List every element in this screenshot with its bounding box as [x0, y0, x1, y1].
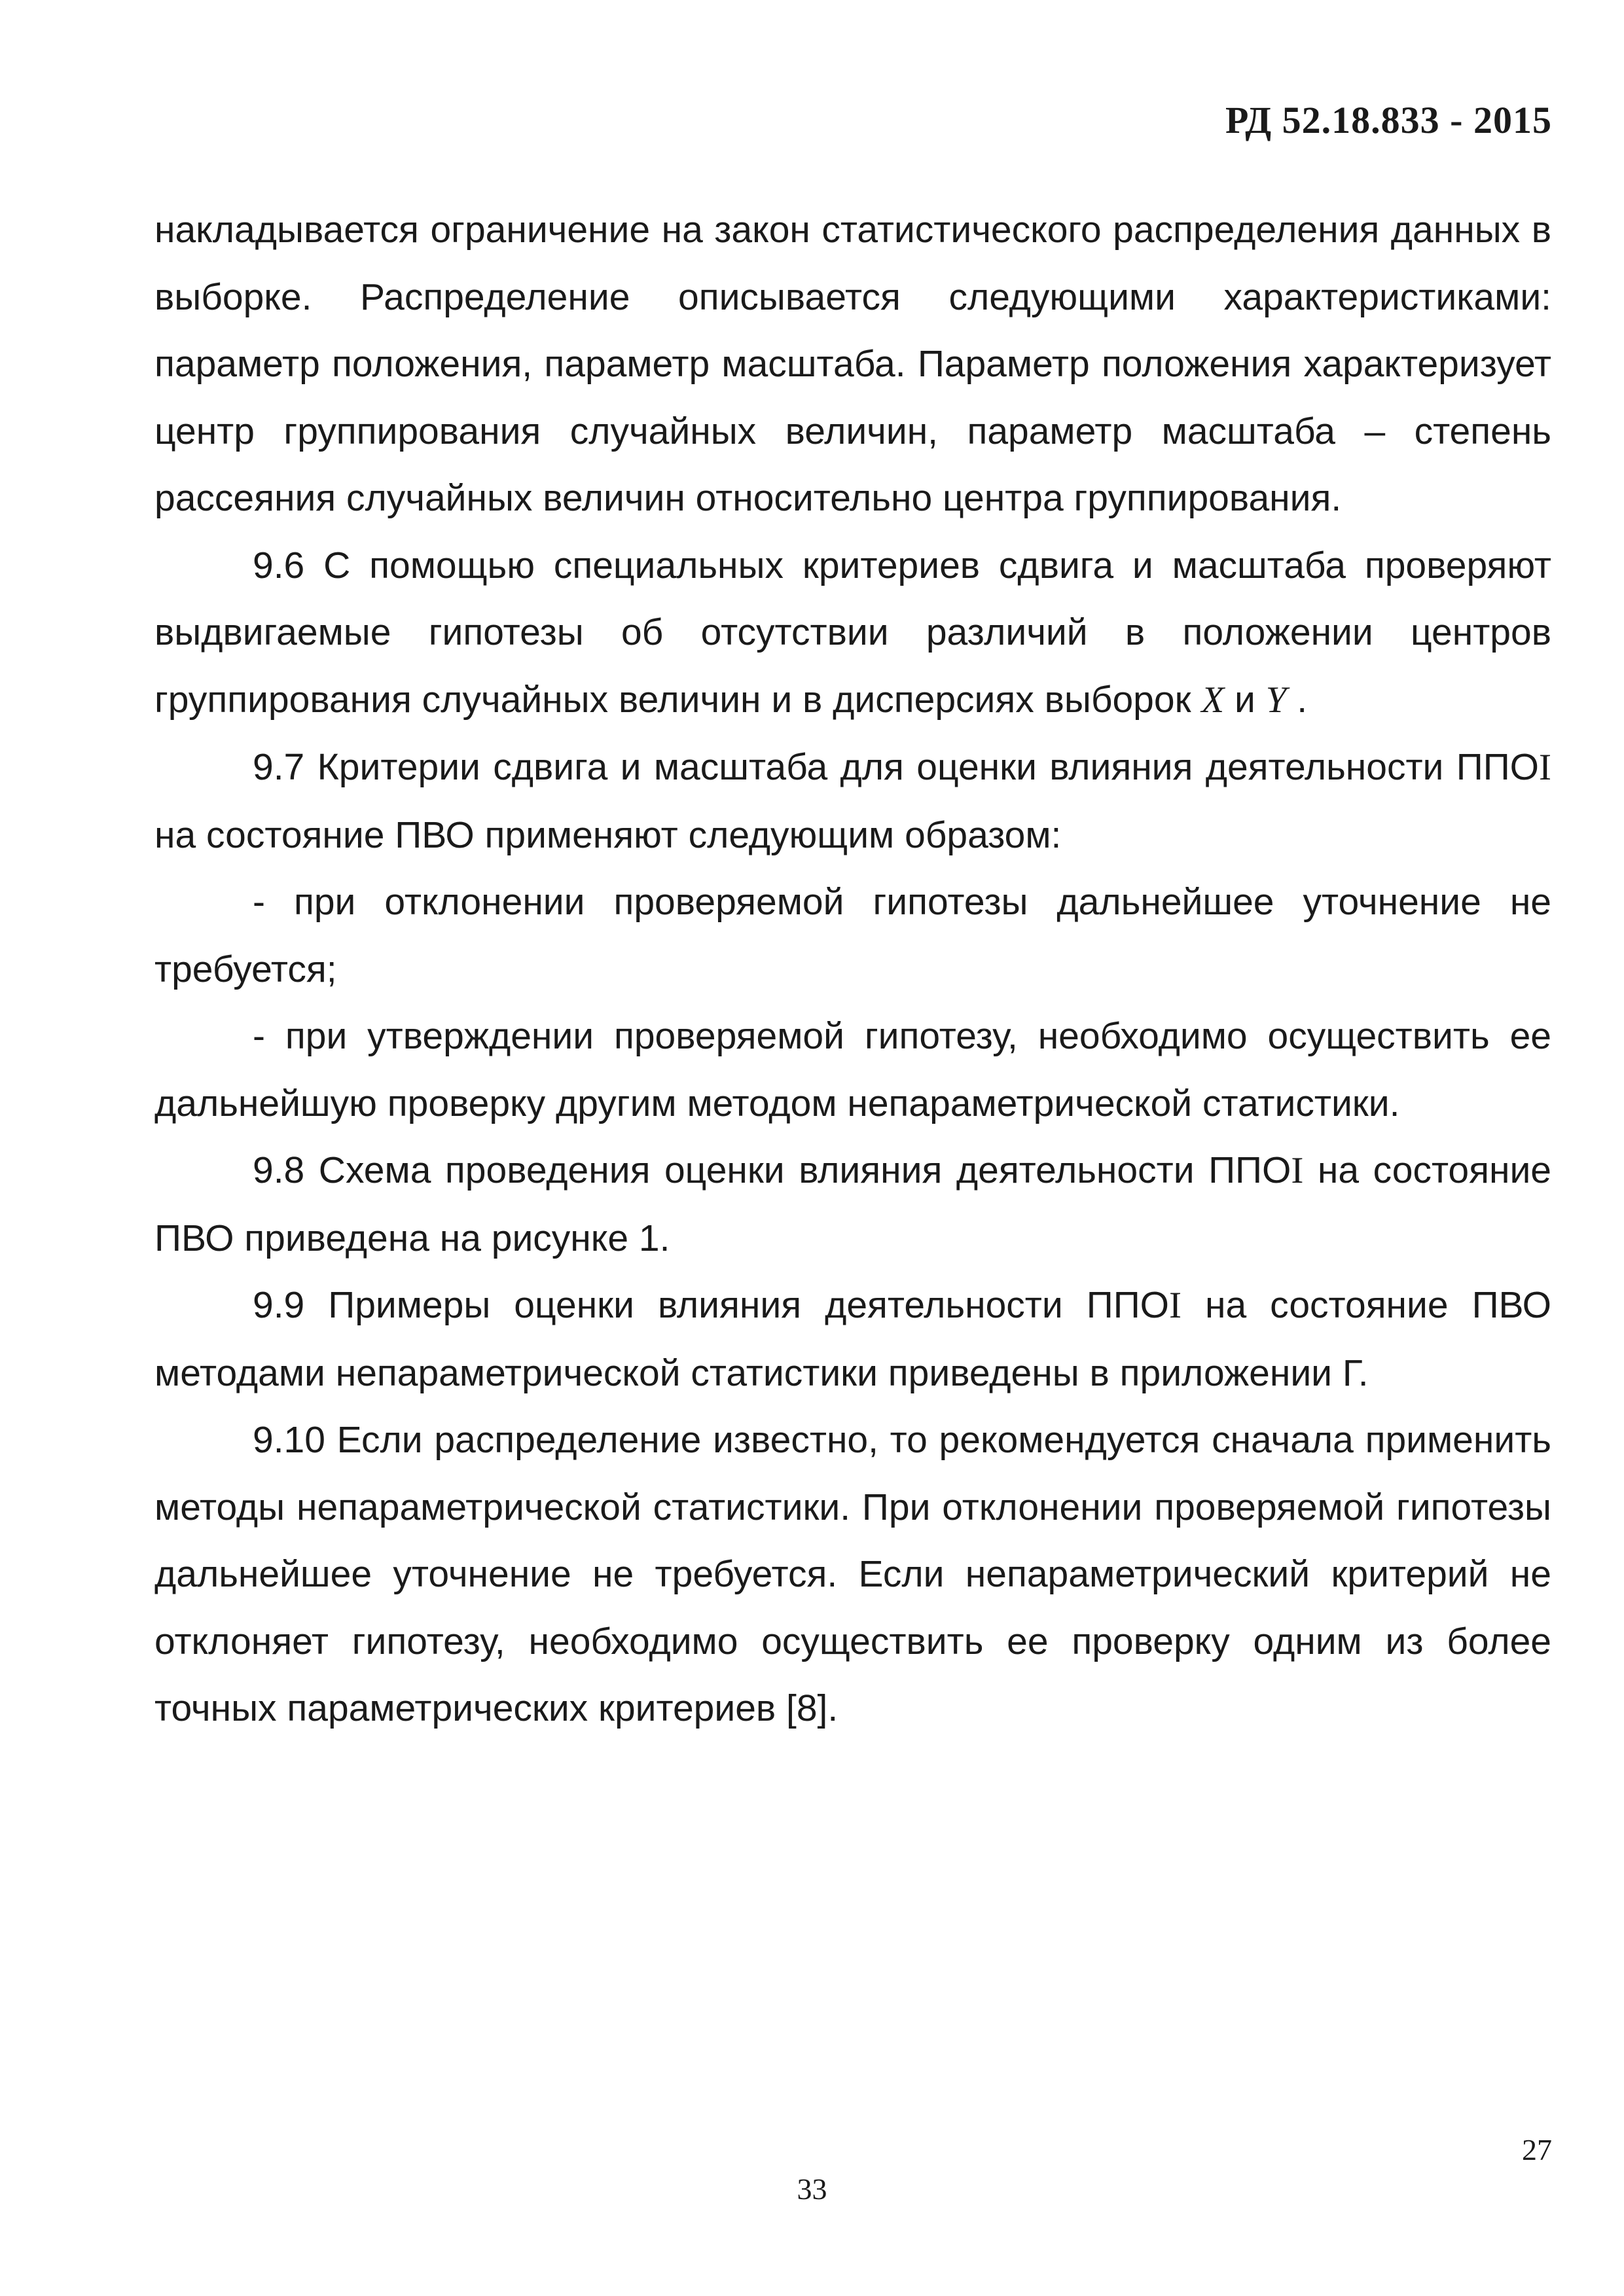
- paragraph-9-8: [154, 1137, 1551, 1272]
- conjunction-and: и: [1224, 678, 1266, 721]
- paragraph-9-9-text: 9.9 Примеры оценки влияния деятельности ППО: [253, 1284, 1170, 1326]
- document-body: [154, 196, 1551, 1742]
- paragraph-9-7-text: 9.7 Критерии сдвига и масштаба для оценки влияния деятельности ППО: [253, 746, 1540, 788]
- paragraph-9-7-end: на состояние ПВО применяют следующим образом:: [154, 814, 1062, 856]
- paragraph-continuation: накладывается ограничение на закон статистического распределения данных в выборке. Распределение описывается следующими характеристиками: параметр положения, параметр масштаба. Параметр положения характеризует центр группирования случайных величин, параметр масштаба – степень рассеяния случайных величин относительно центра группирования.: [154, 209, 1551, 519]
- document-code: РД 52.18.833 - 2015: [1225, 99, 1552, 141]
- roman-numeral: I: [1539, 747, 1551, 788]
- page-number-document: 27: [1522, 2133, 1552, 2166]
- page-number-scan: 33: [797, 2172, 827, 2206]
- paragraph-9-6: [154, 532, 1551, 734]
- paragraph-9-8-text: 9.8 Схема проведения оценки влияния деятельности ППО: [253, 1149, 1291, 1191]
- paragraph-9-9-end: на состояние ПВО методами непараметрической статистики приведены в приложении Г.: [154, 1284, 1552, 1394]
- paragraph-9-7: [154, 734, 1551, 869]
- paragraph-9-9: [154, 1272, 1551, 1407]
- paragraph-9-6-text: 9.6 С помощью специальных критериев сдвига и масштаба проверяют выдвигаемые гипотезы об отсутствии различий в положении центров группирования случайных величин и в дисперсиях выборок: [154, 544, 1551, 721]
- list-item-rejection: - при отклонении проверяемой гипотезы дальнейшее уточнение не требуется;: [154, 881, 1551, 990]
- list-item-confirmation: - при утверждении проверяемой гипотезу, необходимо осуществить ее дальнейшую проверку другим методом непараметрической статистики.: [154, 1015, 1551, 1124]
- roman-numeral: I: [1291, 1150, 1304, 1191]
- roman-numeral: I: [1169, 1285, 1182, 1326]
- variable-y: Y: [1265, 679, 1287, 721]
- paragraph-9-10: 9.10 Если распределение известно, то рекомендуется сначала применить методы непараметрической статистики. При отклонении проверяемой гипотезы дальнейшее уточнение не требуется. Если непараметрический критерий не отклоняет гипотезу, необходимо осуществить ее проверку одним из более точных параметрических критериев [8].: [154, 1419, 1551, 1729]
- variable-x: X: [1201, 679, 1225, 721]
- paragraph-9-8-end: на состояние ПВО приведена на рисунке 1.: [154, 1149, 1552, 1259]
- paragraph-9-6-end: .: [1286, 678, 1308, 721]
